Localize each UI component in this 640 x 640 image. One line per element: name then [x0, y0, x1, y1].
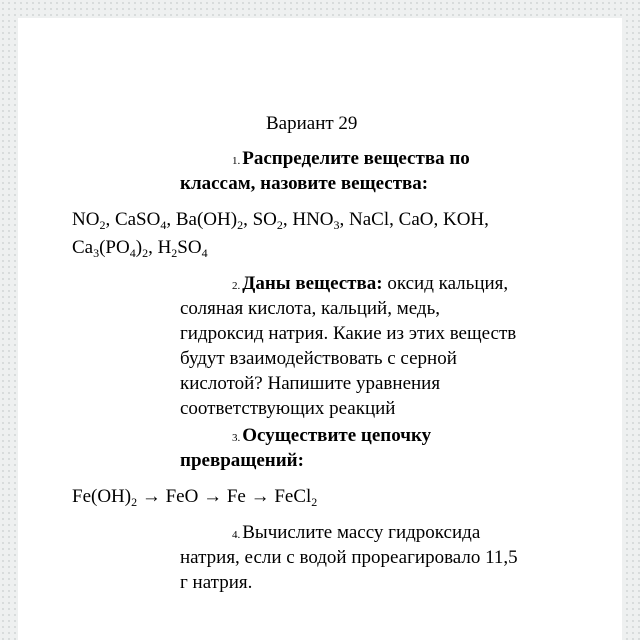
task2-line1: 2. Даны вещества: оксид кальция,	[232, 273, 509, 294]
task2-line3: гидроксид натрия. Какие из этих веществ	[180, 323, 517, 344]
task2-number: 2.	[232, 280, 241, 292]
task2-lead: Даны вещества:	[242, 273, 383, 294]
task3-number: 3.	[232, 432, 241, 444]
task3-heading-line2: превращений:	[180, 450, 304, 471]
task1-number: 1.	[232, 155, 241, 167]
task2-line4: будут взаимодействовать с серной	[180, 348, 457, 369]
task1-formulas-line2: $Ca_3(PO_4)_2$, $H_2SO_4$	[72, 237, 208, 260]
task2-line2: соляная кислота, кальций, медь,	[180, 298, 441, 319]
task1-formulas-line1: $NO_2$, CaSO$_4$, $Ba(OH)_2$, $SO_2$, $HNO_3$, NaCl, CaO, KOH,	[72, 209, 489, 232]
task4-number: 4.	[232, 529, 241, 541]
task4-line3: г натрия.	[180, 572, 253, 593]
task1-heading-line2: классам, назовите вещества:	[180, 173, 429, 194]
task4-line2: натрия, если с водой прореагировало 11,5	[180, 547, 518, 568]
task2-line5: кислотой? Напишите уравнения	[180, 373, 441, 394]
task3-chain: $Fe(OH)_2$ → FeO → Fe → FeCl$_2$	[72, 486, 318, 509]
task4-line1: 4. Вычислите массу гидроксида	[232, 522, 481, 543]
task2-line6: соответствующих реакций	[180, 398, 396, 419]
task1-heading-line1: 1. Распределите вещества по	[232, 148, 470, 169]
task3-heading-line1: 3. Осуществите цепочку	[232, 425, 432, 446]
variant-title: Вариант 29	[266, 113, 358, 134]
